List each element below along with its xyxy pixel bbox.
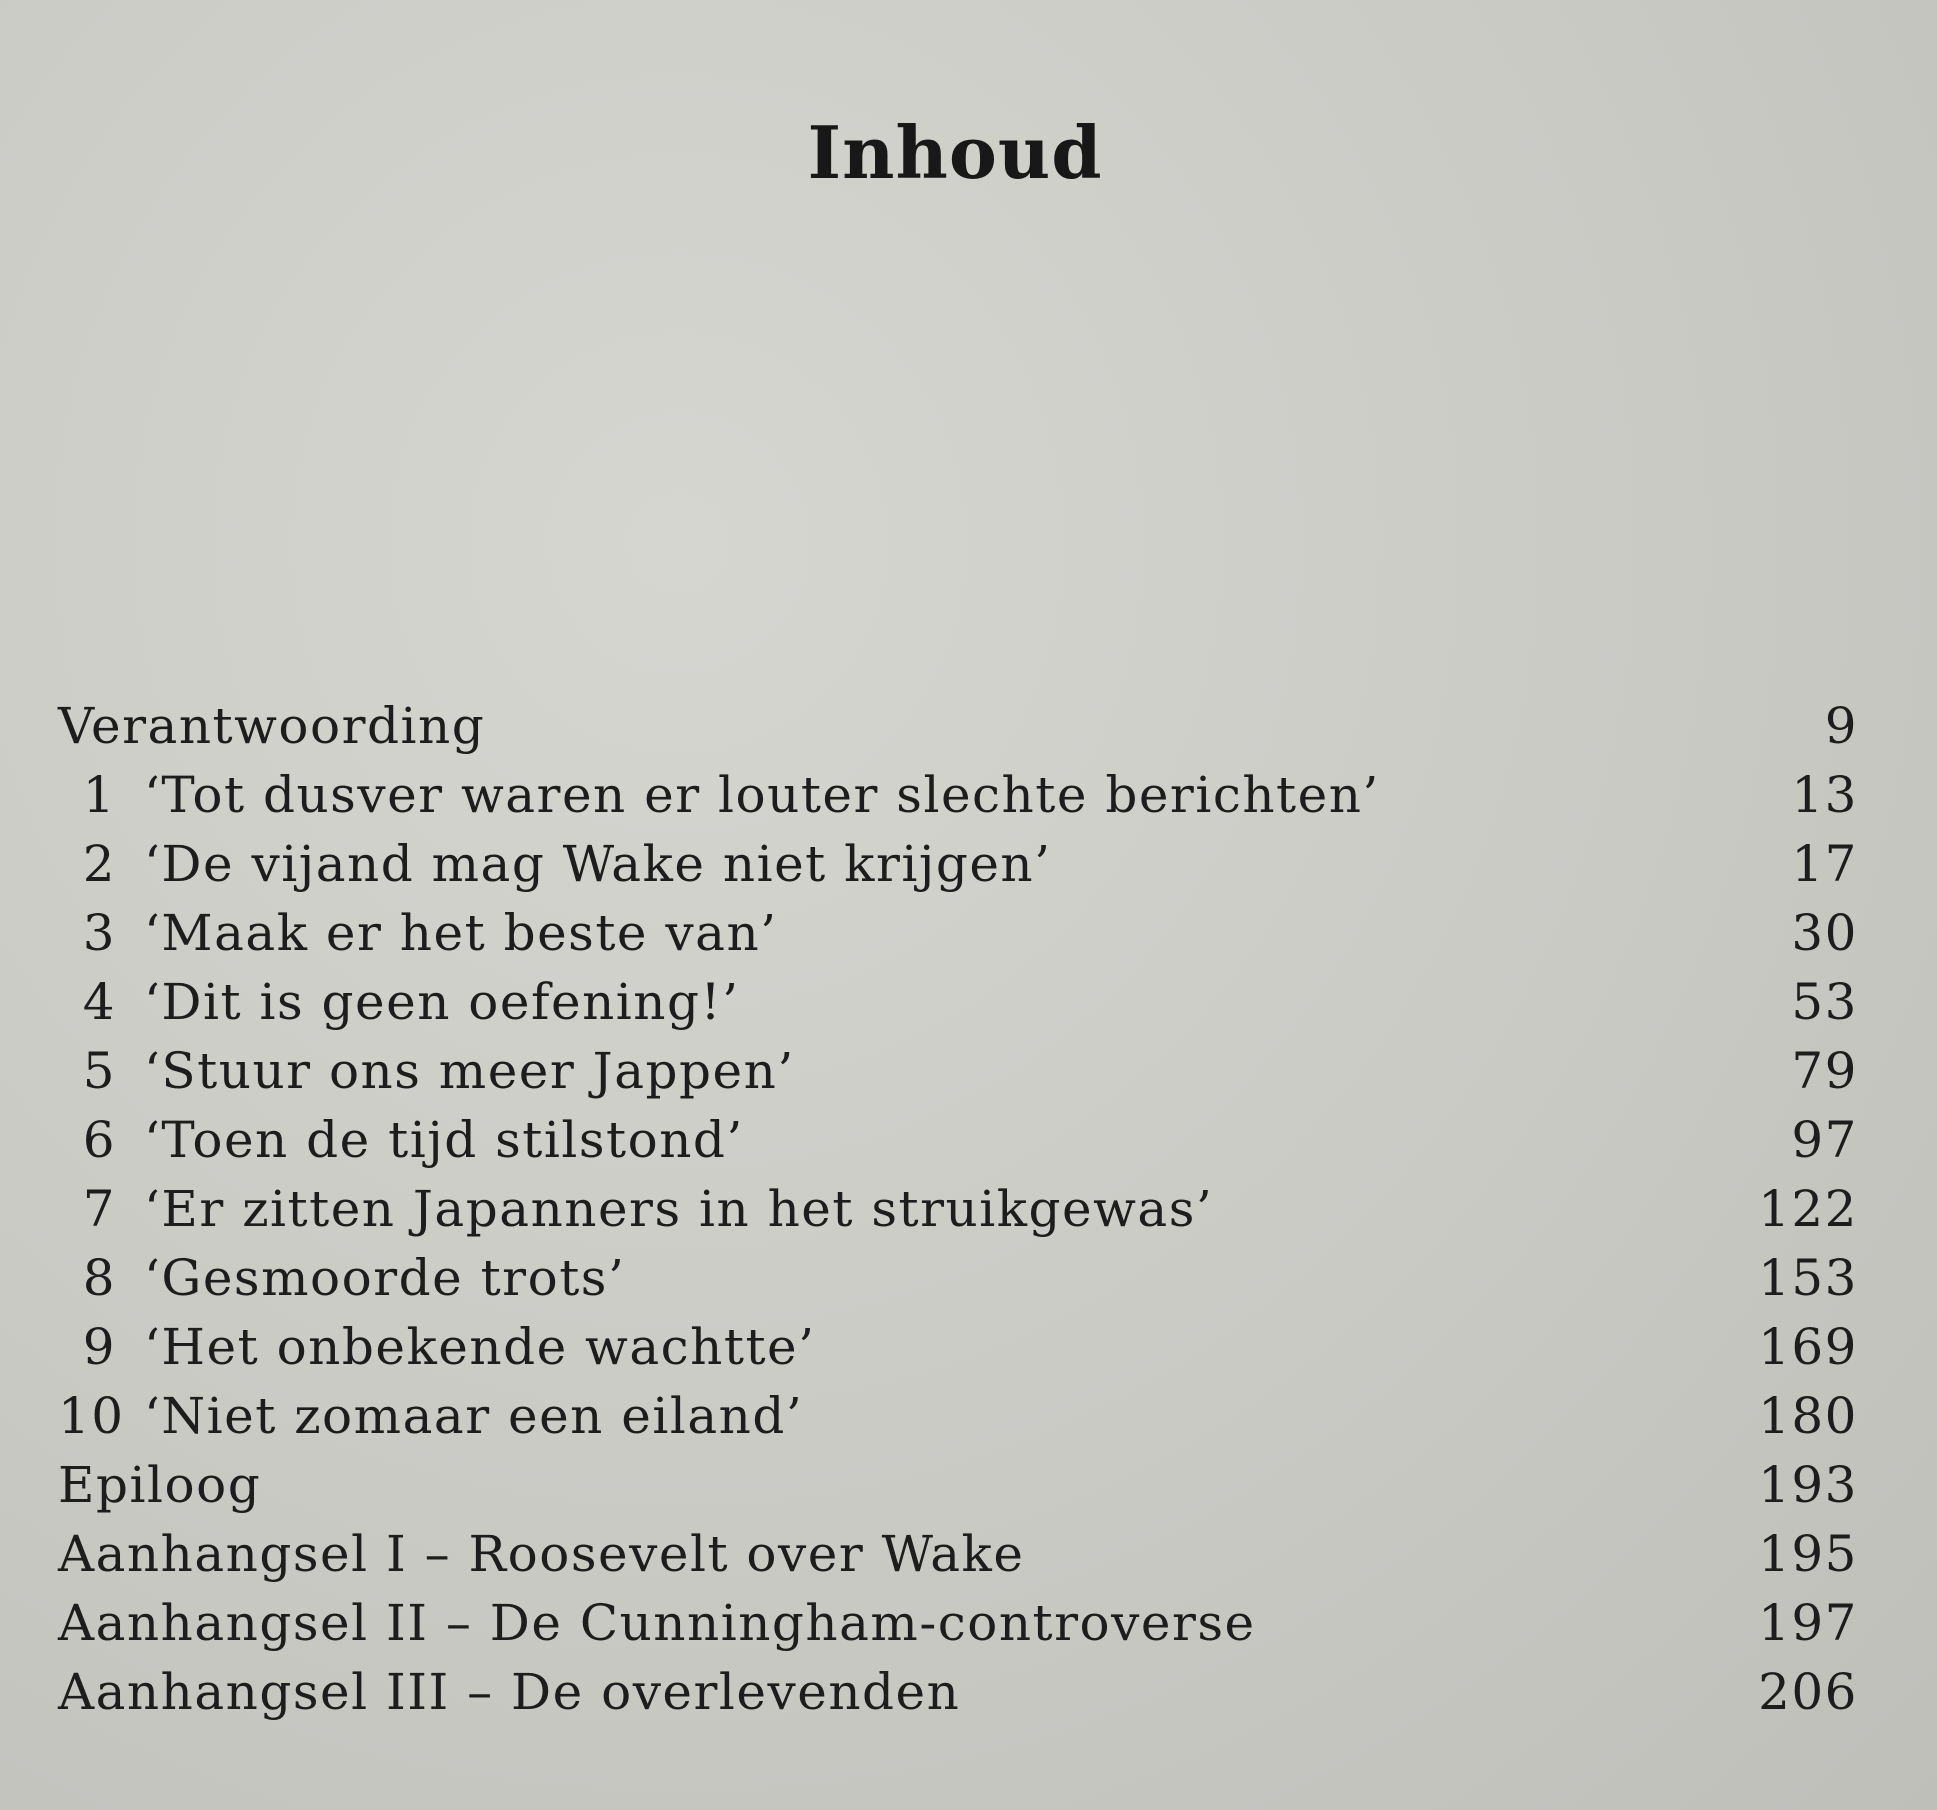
entry-title: ‘Stuur ons meer Jappen’ bbox=[144, 1042, 795, 1100]
page-number: 195 bbox=[1758, 1525, 1858, 1583]
page-number: 17 bbox=[1791, 835, 1858, 893]
toc-entry bbox=[58, 968, 1858, 1037]
entry-title: Aanhangsel III – De overlevenden bbox=[58, 1663, 961, 1721]
entry-title: ‘De vijand mag Wake niet krijgen’ bbox=[144, 835, 1052, 893]
page-number: 9 bbox=[1824, 697, 1858, 755]
entry-title: Verantwoording bbox=[58, 697, 486, 755]
page-number: 97 bbox=[1791, 1111, 1858, 1169]
chapter-number: 6 bbox=[82, 1111, 116, 1169]
toc-entry bbox=[58, 761, 1858, 830]
toc-entry bbox=[58, 1658, 1858, 1727]
toc-entry bbox=[58, 1313, 1858, 1382]
page-number: 193 bbox=[1758, 1456, 1858, 1514]
entry-title: ‘Het onbekende wachtte’ bbox=[144, 1318, 816, 1376]
entry-title: ‘Maak er het beste van’ bbox=[144, 904, 778, 962]
entry-title: ‘Toen de tijd stilstond’ bbox=[144, 1111, 744, 1169]
entry-title: Aanhangsel I – Roosevelt over Wake bbox=[58, 1525, 1025, 1583]
chapter-number: 5 bbox=[82, 1042, 116, 1100]
entry-title: ‘Niet zomaar een eiland’ bbox=[144, 1387, 804, 1445]
page-number: 197 bbox=[1758, 1594, 1858, 1652]
page-number: 30 bbox=[1791, 904, 1858, 962]
page-number: 206 bbox=[1758, 1663, 1858, 1721]
toc-entry bbox=[58, 1244, 1858, 1313]
page-number: 180 bbox=[1758, 1387, 1858, 1445]
page-number: 79 bbox=[1791, 1042, 1858, 1100]
page-number: 122 bbox=[1758, 1180, 1858, 1238]
page-number: 153 bbox=[1758, 1249, 1858, 1307]
chapter-number: 4 bbox=[82, 973, 116, 1031]
page-number: 53 bbox=[1791, 973, 1858, 1031]
toc-entry bbox=[58, 899, 1858, 968]
entry-title: Aanhangsel II – De Cunningham-controverse bbox=[58, 1594, 1256, 1652]
table-of-contents bbox=[58, 692, 1858, 1727]
entry-title: ‘Dit is geen oefening!’ bbox=[144, 973, 740, 1031]
toc-entry bbox=[58, 1037, 1858, 1106]
entry-title: ‘Er zitten Japanners in het struikgewas’ bbox=[144, 1180, 1214, 1238]
toc-entry bbox=[58, 1175, 1858, 1244]
chapter-number: 7 bbox=[82, 1180, 116, 1238]
page-number: 169 bbox=[1758, 1318, 1858, 1376]
chapter-number: 3 bbox=[82, 904, 116, 962]
chapter-number: 10 bbox=[58, 1387, 125, 1445]
entry-title: Epiloog bbox=[58, 1456, 262, 1514]
toc-entry bbox=[58, 1589, 1858, 1658]
page-number: 13 bbox=[1791, 766, 1858, 824]
chapter-number: 9 bbox=[82, 1318, 116, 1376]
toc-entry bbox=[58, 1106, 1858, 1175]
entry-title: ‘Gesmoorde trots’ bbox=[144, 1249, 626, 1307]
chapter-number: 1 bbox=[82, 766, 116, 824]
toc-entry bbox=[58, 1451, 1858, 1520]
toc-entry bbox=[58, 692, 1858, 761]
chapter-number: 8 bbox=[82, 1249, 116, 1307]
chapter-number: 2 bbox=[82, 835, 116, 893]
toc-entry bbox=[58, 830, 1858, 899]
toc-entry bbox=[58, 1520, 1858, 1589]
entry-title: ‘Tot dusver waren er louter slechte berichten’ bbox=[144, 766, 1380, 824]
page-title: Inhoud bbox=[807, 110, 1103, 196]
toc-entry bbox=[58, 1382, 1858, 1451]
